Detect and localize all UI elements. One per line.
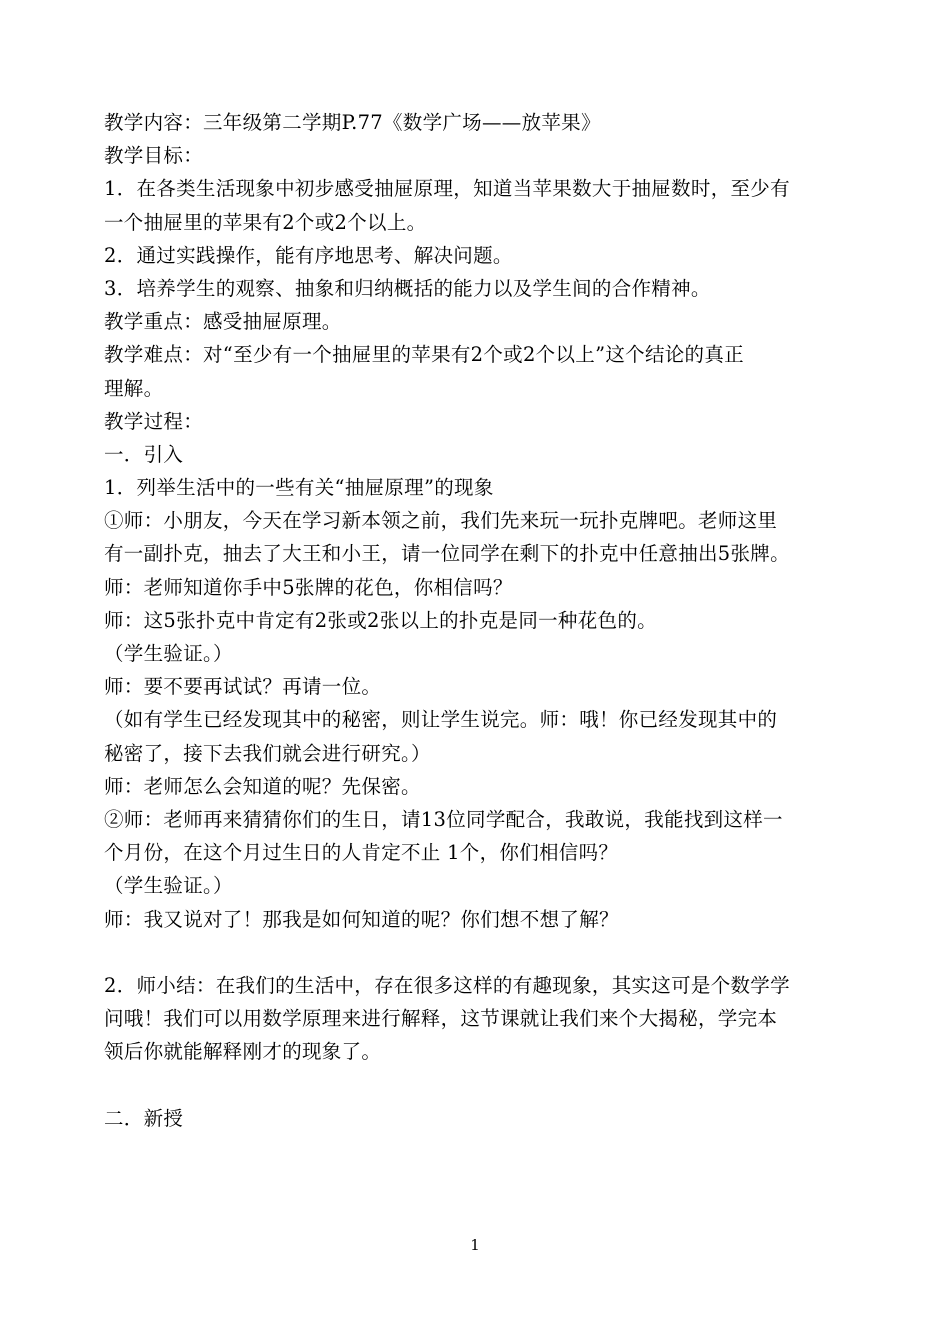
summary-line-2: 问哦！我们可以用数学原理来进行解释，这节课就让我们来个大揭秘，学完本 (104, 1007, 778, 1031)
objective-1-line-1: 1．在各类生活现象中初步感受抽屉原理，知道当苹果数大于抽屉数时，至少有 (104, 177, 790, 201)
blank-line (104, 936, 854, 969)
objective-1-line-2: 一个抽屉里的苹果有2个或2个以上。 (104, 210, 427, 234)
summary-line-3: 领后你就能解释刚才的现象了。 (104, 1040, 382, 1064)
paragraph-line: 秘密了，接下去我们就会进行研究。） (104, 741, 431, 765)
subsection-1-heading: 1．列举生活中的一些有关“抽屉原理”的现象 (104, 476, 494, 500)
paragraph-line: 师：这5张扑克中肯定有2张或2张以上的扑克是同一种花色的。 (104, 608, 657, 632)
lesson-objectives-heading: 教学目标： (104, 144, 204, 168)
section-2-heading: 二．新授 (104, 1106, 184, 1130)
paragraph-line: 个月份，在这个月过生日的人肯定不止 1个，你们相信吗？ (104, 841, 619, 865)
page-number: 1 (470, 1236, 480, 1254)
paragraph-line: ①师：小朋友，今天在学习新本领之前，我们先来玩一玩扑克牌吧。老师这里 (104, 509, 778, 533)
paragraph-line: 师：老师怎么会知道的呢？先保密。 (104, 774, 421, 798)
teaching-process-heading: 教学过程： (104, 409, 204, 433)
paragraph-line: 师：老师知道你手中5张牌的花色，你相信吗？ (104, 575, 513, 599)
paragraph-line: 有一副扑克，抽去了大王和小王，请一位同学在剩下的扑克中任意抽出5张牌。 (104, 542, 790, 566)
paragraph-line: （学生验证。） (104, 642, 233, 665)
summary-line-1: 2．师小结：在我们的生活中，存在很多这样的有趣现象，其实这可是个数学学 (104, 973, 790, 997)
section-1-heading: 一．引入 (104, 442, 184, 466)
paragraph-line: ②师：老师再来猜猜你们的生日，请13位同学配合，我敢说，我能找到这样一 (104, 807, 783, 831)
objective-3: 3．培养学生的观察、抽象和归纳概括的能力以及学生间的合作精神。 (104, 276, 711, 300)
lesson-content-line: 教学内容：三年级第二学期P.77《数学广场——放苹果》 (104, 111, 601, 134)
paragraph-line: 师：要不要再试试？再请一位。 (104, 675, 382, 699)
paragraph-line: 师：我又说对了！那我是如何知道的呢？你们想不想了解？ (104, 907, 619, 931)
blank-line (104, 1068, 854, 1101)
key-point: 教学重点：感受抽屉原理。 (104, 310, 342, 334)
paragraph-line: （如有学生已经发现其中的秘密，则让学生说完。师：哦！你已经发现其中的 (104, 708, 778, 732)
paragraph-line: （学生验证。） (104, 874, 233, 898)
difficult-point-line-1: 教学难点：对“至少有一个抽屉里的苹果有2个或2个以上”这个结论的真正 (104, 343, 744, 367)
document-body (104, 106, 854, 1135)
objective-2: 2．通过实践操作，能有序地思考、解决问题。 (104, 243, 513, 267)
difficult-point-line-2: 理解。 (104, 376, 164, 400)
